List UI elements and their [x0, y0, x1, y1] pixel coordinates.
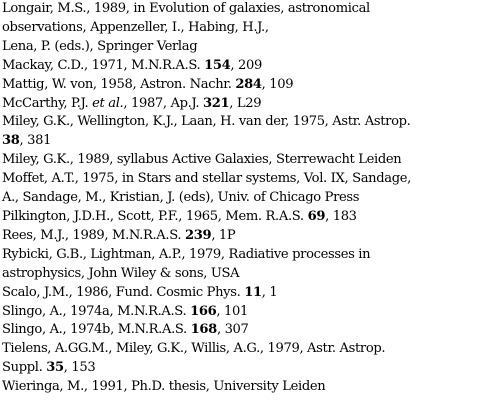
reference-entry: [2, 208, 487, 227]
reference-continuation-line: [2, 189, 487, 208]
reference-text: , 209: [230, 57, 262, 73]
reference-text: Mattig, W. von, 1958, Astron. Nachr.: [2, 76, 236, 92]
reference-text: Miley, G.K., Wellington, K.J., Laan, H. van der, 1975, Astr. Astrop.: [2, 114, 411, 130]
reference-text: Rees, M.J., 1989, M.N.R.A.S.: [2, 227, 186, 243]
italic-text: et al.: [92, 95, 124, 111]
reference-continuation-line: [2, 38, 487, 57]
reference-line: [2, 284, 487, 303]
volume-number: 154: [204, 57, 231, 73]
reference-text: , 153: [63, 360, 96, 376]
reference-text: , 109: [261, 76, 294, 92]
volume-number: 38: [2, 133, 20, 149]
reference-entry: [2, 321, 487, 340]
reference-text: Suppl.: [2, 360, 47, 376]
reference-line: [2, 76, 487, 95]
volume-number: 284: [235, 76, 262, 92]
reference-continuation-line: [2, 19, 487, 38]
reference-entry: [2, 151, 487, 170]
reference-text: , 307: [216, 322, 249, 338]
reference-text: Miley, G.K., 1989, syllabus Active Galaxies, Sterrewacht Leiden: [2, 152, 402, 168]
reference-text: Wieringa, M., 1991, Ph.D. thesis, University Leiden: [2, 379, 326, 395]
reference-entry: [2, 113, 487, 151]
reference-entry: [2, 246, 487, 284]
reference-text: Scalo, J.M., 1986, Fund. Cosmic Phys.: [2, 284, 245, 300]
volume-number: 35: [46, 360, 64, 376]
reference-line: [2, 113, 487, 132]
reference-entry: [2, 76, 487, 95]
reference-entry: [2, 0, 487, 57]
reference-text: McCarthy, P.J.: [2, 95, 93, 111]
reference-text: Lena, P. (eds.), Springer Verlag: [2, 38, 198, 54]
reference-text: , 1987, Ap.J.: [123, 95, 203, 111]
reference-text: , 183: [325, 208, 357, 224]
volume-number: 166: [190, 303, 217, 319]
reference-line: [2, 340, 487, 359]
reference-text: , 101: [216, 303, 248, 319]
volume-number: 69: [307, 208, 326, 224]
reference-line: [2, 95, 487, 114]
reference-line: [2, 0, 487, 19]
reference-text: Mackay, C.D., 1971, M.N.R.A.S.: [2, 57, 205, 73]
reference-entry: [2, 303, 487, 322]
reference-text: Moffet, A.T., 1975, in Stars and stellar systems, Vol. IX, Sandage,: [2, 171, 411, 187]
reference-entry: [2, 284, 487, 303]
reference-continuation-line: [2, 359, 487, 378]
reference-text: , L29: [229, 95, 262, 111]
reference-text: Tielens, A.GG.M., Miley, G.K., Willis, A.G., 1979, Astr. Astrop.: [2, 341, 386, 357]
volume-number: 321: [203, 95, 230, 111]
reference-text: , 1: [261, 284, 278, 300]
reference-line: [2, 246, 487, 265]
reference-entry: [2, 227, 487, 246]
volume-number: 239: [185, 227, 212, 243]
reference-line: [2, 170, 487, 189]
reference-entry: [2, 170, 487, 208]
reference-text: A., Sandage, M., Kristian, J. (eds), Univ. of Chicago Press: [2, 190, 360, 206]
reference-entry: [2, 95, 487, 114]
reference-continuation-line: [2, 132, 487, 151]
volume-number: 168: [190, 322, 217, 338]
reference-line: [2, 378, 487, 397]
reference-text: observations, Appenzeller, I., Habing, H.J.,: [2, 19, 269, 35]
reference-text: Slingo, A., 1974b, M.N.R.A.S.: [2, 322, 191, 338]
reference-line: [2, 208, 487, 227]
reference-line: [2, 227, 487, 246]
reference-line: [2, 303, 487, 322]
reference-text: , 381: [19, 133, 52, 149]
reference-line: [2, 151, 487, 170]
reference-text: astrophysics, John Wiley & sons, USA: [2, 265, 240, 281]
reference-line: [2, 57, 487, 76]
reference-continuation-line: [2, 265, 487, 284]
reference-line: [2, 321, 487, 340]
reference-entry: [2, 340, 487, 378]
volume-number: 11: [244, 284, 262, 300]
reference-text: Pilkington, J.D.H., Scott, P.F., 1965, Mem. R.A.S.: [2, 208, 308, 224]
reference-text: Slingo, A., 1974a, M.N.R.A.S.: [2, 303, 191, 319]
reference-text: Longair, M.S., 1989, in Evolution of galaxies, astronomical: [2, 1, 370, 16]
reference-text: Rybicki, G.B., Lightman, A.P., 1979, Radiative processes in: [2, 246, 371, 262]
reference-entry: [2, 378, 487, 397]
reference-text: , 1P: [211, 227, 236, 243]
reference-entry: [2, 57, 487, 76]
